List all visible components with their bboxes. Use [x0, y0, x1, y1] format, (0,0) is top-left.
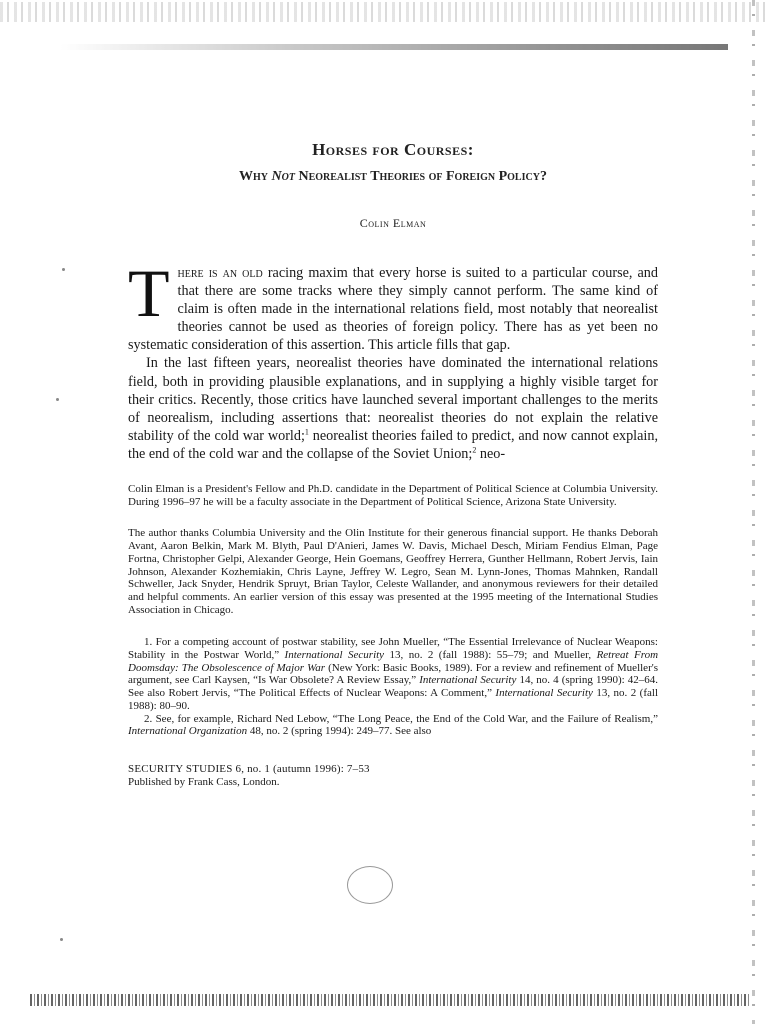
paragraph-2-text-a: In the last fifteen years, neorealist theories have dominated the international relations field, both in providing plausible explanations, and in supplying a highly visible target for their critics. Recently, those critics have launched several important challenges to the merits of neorealism, including assertions that: neorealist theories do not explain the relative stability of the cold war world; [128, 355, 658, 444]
footnote-1-text: 1. For a competing account of postwar stability, see John Mueller, “The Essential Irrelevance of Nuclear Weapons: Stability in the Postwar World,” [128, 636, 658, 662]
publisher-line: Published by Frank Cass, London. [128, 775, 280, 788]
page-edge-shadow [752, 0, 755, 1024]
article-subtitle [128, 169, 658, 185]
subtitle-prefix: Why [239, 169, 272, 184]
acknowledgments-note: The author thanks Columbia University and the Olin Institute for their generous financial support. He thanks Deborah Avant, Aaron Belkin, Mark M. Blyth, Paul D'Anieri, James W. Davis, Michael Desch, Miriam Fendius Elman, Page Fortna, Christopher Gelpi, Alexander George, Hein Goemans, Geoffrey Herrera, Gunther Hellmann, Robert Jervis, Iain Johnson, Alexander Kozhemiakin, Chris Layne, Jeffrey W. Legro, Sean M. Lynn-Jones, Thomas Mahnken, Randall Schweller, Jack Snyder, Hendrik Spruyt, Brian Taylor, Celeste Wallander, and anonymous reviewers for their detailed and helpful comments. An earlier version of this essay was presented at the 1995 meeting of the International Studies Association in Chicago. [128, 527, 658, 616]
journal-issue-line: SECURITY STUDIES 6, no. 1 (autumn 1996): 7–53 [128, 762, 370, 775]
lead-in-smallcaps: here is an old [177, 265, 263, 281]
scan-speck [60, 938, 63, 941]
footnote-1-journal: International Security [495, 687, 593, 700]
footnote-1-book: Retreat From Doomsday: The Obsolescence of Major War [128, 649, 659, 674]
scan-speck [62, 268, 65, 271]
drop-cap: T [128, 255, 170, 331]
body-paragraph-2 [128, 354, 658, 463]
footnote-2 [128, 713, 658, 738]
paragraph-1-text: racing maxim that every horse is suited to a particular course, and that there are some tracks where they simply cannot perform. The same kind of claim is often made in the international relations field, most notably that neorealist theories cannot be used as theories of foreign policy. There has as yet been no systematic consideration of this assertion. This article fills that gap. [128, 265, 658, 354]
journal-citation [128, 763, 658, 789]
footnote-2-journal: International Organization [128, 725, 248, 738]
footnote-1 [128, 636, 658, 712]
article-title: Horses for Courses: [312, 140, 474, 159]
subtitle-suffix: Neorealist Theories of Foreign Policy? [294, 169, 547, 184]
scan-noise-bottom [30, 994, 750, 1006]
body-paragraph-1 [128, 255, 658, 354]
scan-speck [56, 398, 59, 401]
footnote-1-text: 14, no. 4 (spring 1990): 42–64. See also Robert Jervis, “The Political Effects of Nuclear Weapons: A Comment,” [128, 674, 658, 700]
footnote-1-journal: International Security [284, 649, 385, 662]
subtitle-emphasis: Not [271, 169, 295, 184]
article-body [128, 255, 659, 463]
article-page [128, 140, 658, 789]
footnote-1-text: (New York: Basic Books, 1989). For a review and refinement of Mueller's argument, see Carl Kaysen, “Is War Obsolete? A Review Essay,” [128, 661, 658, 687]
ink-circle-mark [347, 866, 393, 904]
paragraph-2-text-c: neo- [476, 445, 506, 462]
footnote-2-text: 48, no. 2 (spring 1994): 249–77. See also [247, 725, 432, 738]
footnote-1-journal: International Security [419, 674, 517, 687]
footnotes [128, 636, 658, 738]
footnote-1-text: 13, no. 2 (fall 1988): 80–90. [128, 687, 658, 712]
scan-noise-top [0, 2, 770, 22]
author-bio-note: Colin Elman is a President's Fellow and Ph.D. candidate in the Department of Political Science at Columbia University. During 1996–97 he will be a faculty associate in the Department of Political Science, Arizona State University. [128, 483, 658, 508]
paragraph-2-text-b: neorealist theories failed to predict, and now cannot explain, the end of the cold war and the collapse of the Soviet Union; [128, 427, 659, 462]
header-rule [60, 44, 728, 50]
footnote-ref-2: 2 [472, 445, 477, 455]
article-author: Colin Elman [359, 216, 427, 230]
footnote-1-text: 13, no. 2 (fall 1988): 55–79; and Mueller, [384, 649, 597, 662]
footnote-2-text: 2. See, for example, Richard Ned Lebow, “The Long Peace, the End of the Cold War, and the Failure of Realism,” [144, 712, 658, 725]
footnote-ref-1: 1 [304, 427, 309, 437]
